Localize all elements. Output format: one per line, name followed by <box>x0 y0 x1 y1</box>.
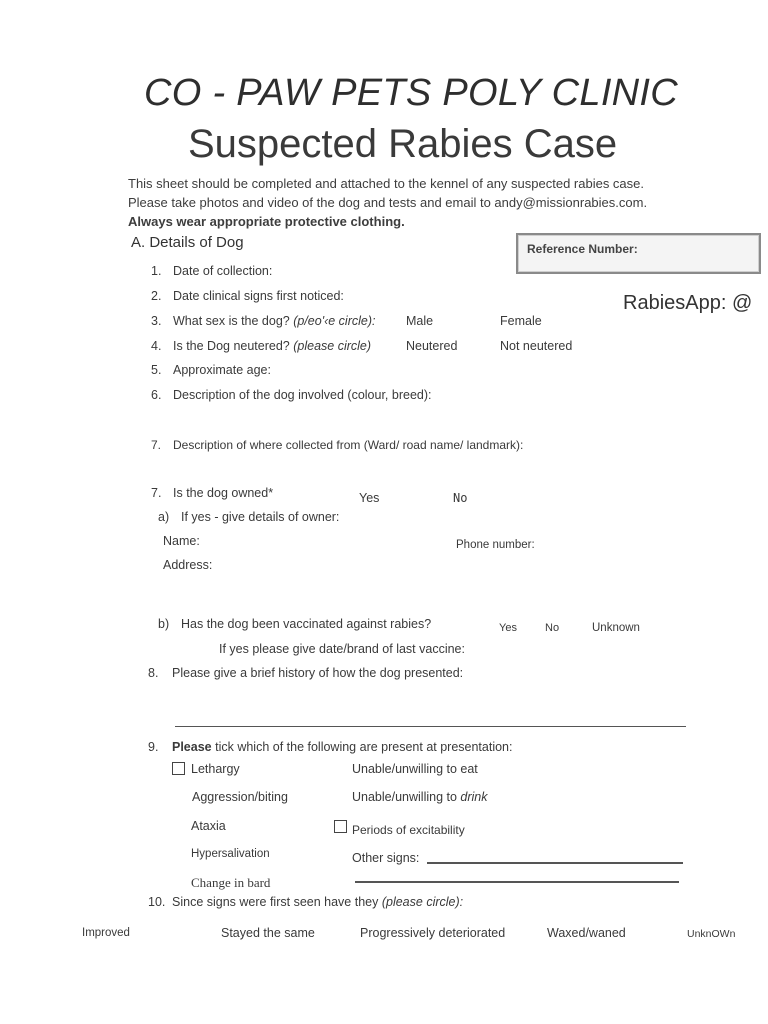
question-text: Please give a brief history of how the dog presented: <box>172 666 464 680</box>
question-1 <box>151 264 272 278</box>
neutered-option-no[interactable]: Not neutered <box>500 339 573 353</box>
sign-text-italic: drink <box>460 790 488 804</box>
question-number: 4. <box>151 339 162 353</box>
sign-text: Unable/unwilling to <box>352 790 461 804</box>
question-text: Is the Dog neutered? <box>173 339 290 353</box>
question-text: If yes - give details of owner: <box>181 510 340 524</box>
progression-same[interactable]: Stayed the same <box>221 926 315 940</box>
sign-change-bark: Change in bard <box>191 875 271 890</box>
neutered-option-yes[interactable]: Neutered <box>406 339 458 353</box>
question-number: 7. <box>151 486 162 500</box>
question-number: 8. <box>148 666 159 680</box>
lethargy-checkbox[interactable] <box>172 762 185 775</box>
reference-number-box[interactable] <box>516 233 761 274</box>
owner-phone-label: Phone number: <box>456 539 535 551</box>
sex-option-female[interactable]: Female <box>500 314 542 328</box>
intro-warning: Always wear appropriate protective clothing. <box>128 214 405 229</box>
question-text: Since signs were first seen have they <box>172 895 379 909</box>
vaccinated-option-no[interactable]: No <box>545 622 560 634</box>
progression-unknown[interactable]: UnknOWn <box>687 928 736 940</box>
excitability-checkbox[interactable] <box>334 820 347 833</box>
sign-lethargy: Lethargy <box>191 762 240 776</box>
other-signs-line-1[interactable] <box>427 862 683 864</box>
progression-deteriorated[interactable]: Progressively deteriorated <box>360 926 506 940</box>
question-text: Date clinical signs first noticed: <box>173 289 344 303</box>
question-text: Description of where collected from (Ward/ road name/ landmark): <box>173 438 524 452</box>
progression-waxed[interactable]: Waxed/waned <box>547 926 626 940</box>
sign-hypersalivation: Hypersalivation <box>191 848 270 860</box>
question-8 <box>148 666 463 680</box>
sub-question-label: a) <box>158 510 170 524</box>
owner-address-label: Address: <box>163 558 213 572</box>
question-text: tick which of the following are present at presentation: <box>211 740 513 754</box>
other-signs-line-2[interactable] <box>355 881 679 883</box>
question-5 <box>151 363 271 377</box>
vaccine-detail-label: If yes please give date/brand of last vaccine: <box>219 642 465 656</box>
question-7-location <box>151 438 523 452</box>
question-10 <box>148 895 463 909</box>
owned-option-no[interactable]: No <box>453 491 468 505</box>
intro-line-1: This sheet should be completed and attached to the kennel of any suspected rabies case. <box>128 176 645 191</box>
page-title: Suspected Rabies Case <box>188 122 618 166</box>
question-number: 1. <box>151 264 162 278</box>
vaccinated-option-yes[interactable]: Yes <box>499 622 517 634</box>
vaccinated-option-unknown[interactable]: Unknown <box>592 622 640 634</box>
question-text: Date of collection: <box>173 264 273 278</box>
owned-option-yes[interactable]: Yes <box>359 491 380 505</box>
question-3 <box>151 314 376 328</box>
question-number: 2. <box>151 289 162 303</box>
question-2 <box>151 289 344 303</box>
sign-other-label: Other signs: <box>352 851 420 865</box>
sign-excitability: Periods of excitability <box>352 823 465 837</box>
question-number: 7. <box>151 438 162 452</box>
sex-option-male[interactable]: Male <box>406 314 434 328</box>
question-text: What sex is the dog? <box>173 314 290 328</box>
question-number: 9. <box>148 740 159 754</box>
history-answer-line[interactable] <box>175 726 686 727</box>
question-9 <box>148 740 513 754</box>
owner-name-label: Name: <box>163 534 200 548</box>
question-number: 5. <box>151 363 162 377</box>
sign-aggression: Aggression/biting <box>192 790 288 804</box>
question-7b-vaccinated <box>158 617 431 631</box>
question-hint: (please circle): <box>381 895 464 909</box>
sign-ataxia: Ataxia <box>191 819 226 833</box>
question-7-owned <box>151 486 273 500</box>
question-number: 10. <box>148 895 166 909</box>
rabies-app-label: RabiesApp: @ <box>623 292 753 314</box>
question-hint: (p/eo'‹e circle): <box>293 314 376 328</box>
question-number: 6. <box>151 388 162 402</box>
intro-line-2: Please take photos and video of the dog and tests and email to andy@missionrabies.com. <box>128 195 648 210</box>
progression-improved[interactable]: Improved <box>82 927 130 939</box>
sub-question-label: b) <box>158 617 170 631</box>
reference-number-label: Reference Number: <box>527 242 638 256</box>
question-text: Has the dog been vaccinated against rabies? <box>181 617 432 631</box>
question-text-bold: Please <box>172 740 212 754</box>
question-number: 3. <box>151 314 162 328</box>
sign-unable-drink <box>352 790 488 804</box>
question-4 <box>151 339 371 353</box>
question-text: Is the dog owned* <box>173 486 274 500</box>
question-text: Approximate age: <box>173 363 271 377</box>
sign-unable-eat: Unable/unwilling to eat <box>352 762 478 776</box>
clinic-name: CO - PAW PETS POLY CLINIC <box>144 72 679 114</box>
question-7a-owner <box>158 510 339 524</box>
section-a-heading: A. Details of Dog <box>131 234 244 251</box>
question-hint: (please circle) <box>293 339 372 353</box>
question-6 <box>151 388 431 402</box>
question-text: Description of the dog involved (colour, breed): <box>173 388 432 402</box>
